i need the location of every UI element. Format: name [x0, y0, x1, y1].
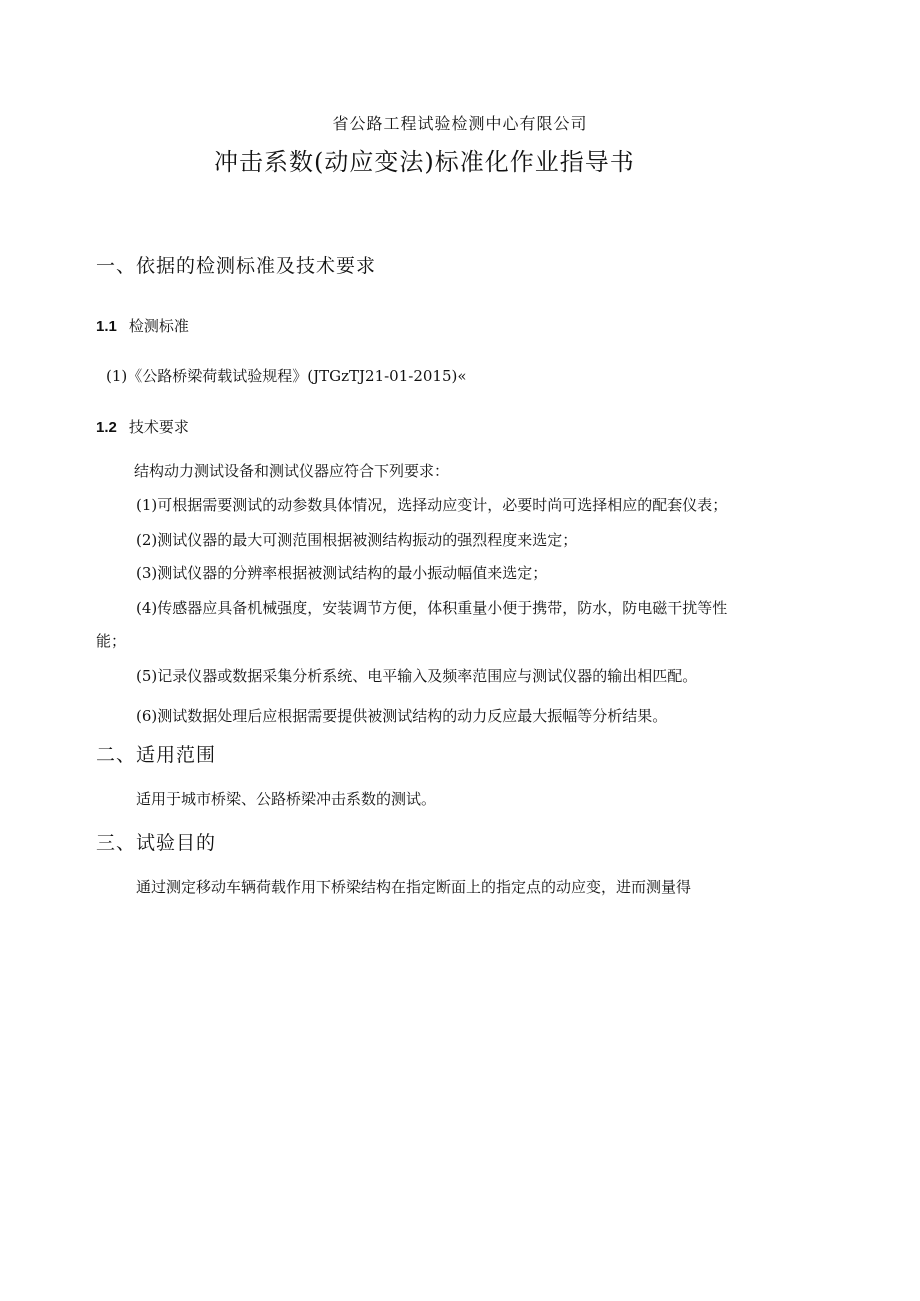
requirement-item: (5)记录仪器或数据采集分析系统、电平输入及频率范围应与测试仪器的输出相匹配。	[136, 667, 698, 685]
subsection-title: 技术要求	[128, 418, 189, 436]
subsection-number: 1.2	[96, 419, 117, 436]
requirement-item: (2)测试仪器的最大可测范围根据被测结构振动的强烈程度来选定；	[136, 531, 578, 549]
requirements-intro: 结构动力测试设备和测试仪器应符合下列要求：	[134, 462, 450, 480]
section2-text: 适用于城市桥梁、公路桥梁冲击系数的测试。	[136, 790, 437, 808]
requirement-item: (3)测试仪器的分辨率根据被测试结构的最小振动幅值来选定；	[136, 564, 548, 582]
standard-reference: (1)《公路桥梁荷载试验规程》(JTGzTJ21-01-2015)«	[106, 367, 467, 385]
requirement-item-continuation: 能；	[96, 632, 127, 650]
subsection-1-2	[96, 416, 189, 437]
subsection-number: 1.1	[96, 318, 117, 335]
requirement-item: (6)测试数据处理后应根据需要提供被测试结构的动力反应最大振幅等分析结果。	[136, 707, 668, 725]
section1-heading: 一、依据的检测标准及技术要求	[96, 255, 377, 277]
section3-text: 通过测定移动车辆荷载作用下桥梁结构在指定断面上的指定点的动应变，进而测量得	[136, 878, 692, 896]
requirement-item: (1)可根据需要测试的动参数具体情况，选择动应变计，必要时尚可选择相应的配套仪表；	[136, 496, 728, 514]
requirement-item: (4)传感器应具备机械强度，安装调节方便，体积重量小便于携带，防水，防电磁干扰等性	[136, 599, 728, 617]
section2-heading: 二、适用范围	[96, 744, 217, 766]
company-name: 省公路工程试验检测中心有限公司	[332, 114, 588, 133]
document-title: 冲击系数(动应变法)标准化作业指导书	[214, 148, 635, 176]
section3-heading: 三、试验目的	[96, 832, 217, 854]
subsection-title: 检测标准	[128, 317, 189, 335]
subsection-1-1	[96, 315, 189, 336]
